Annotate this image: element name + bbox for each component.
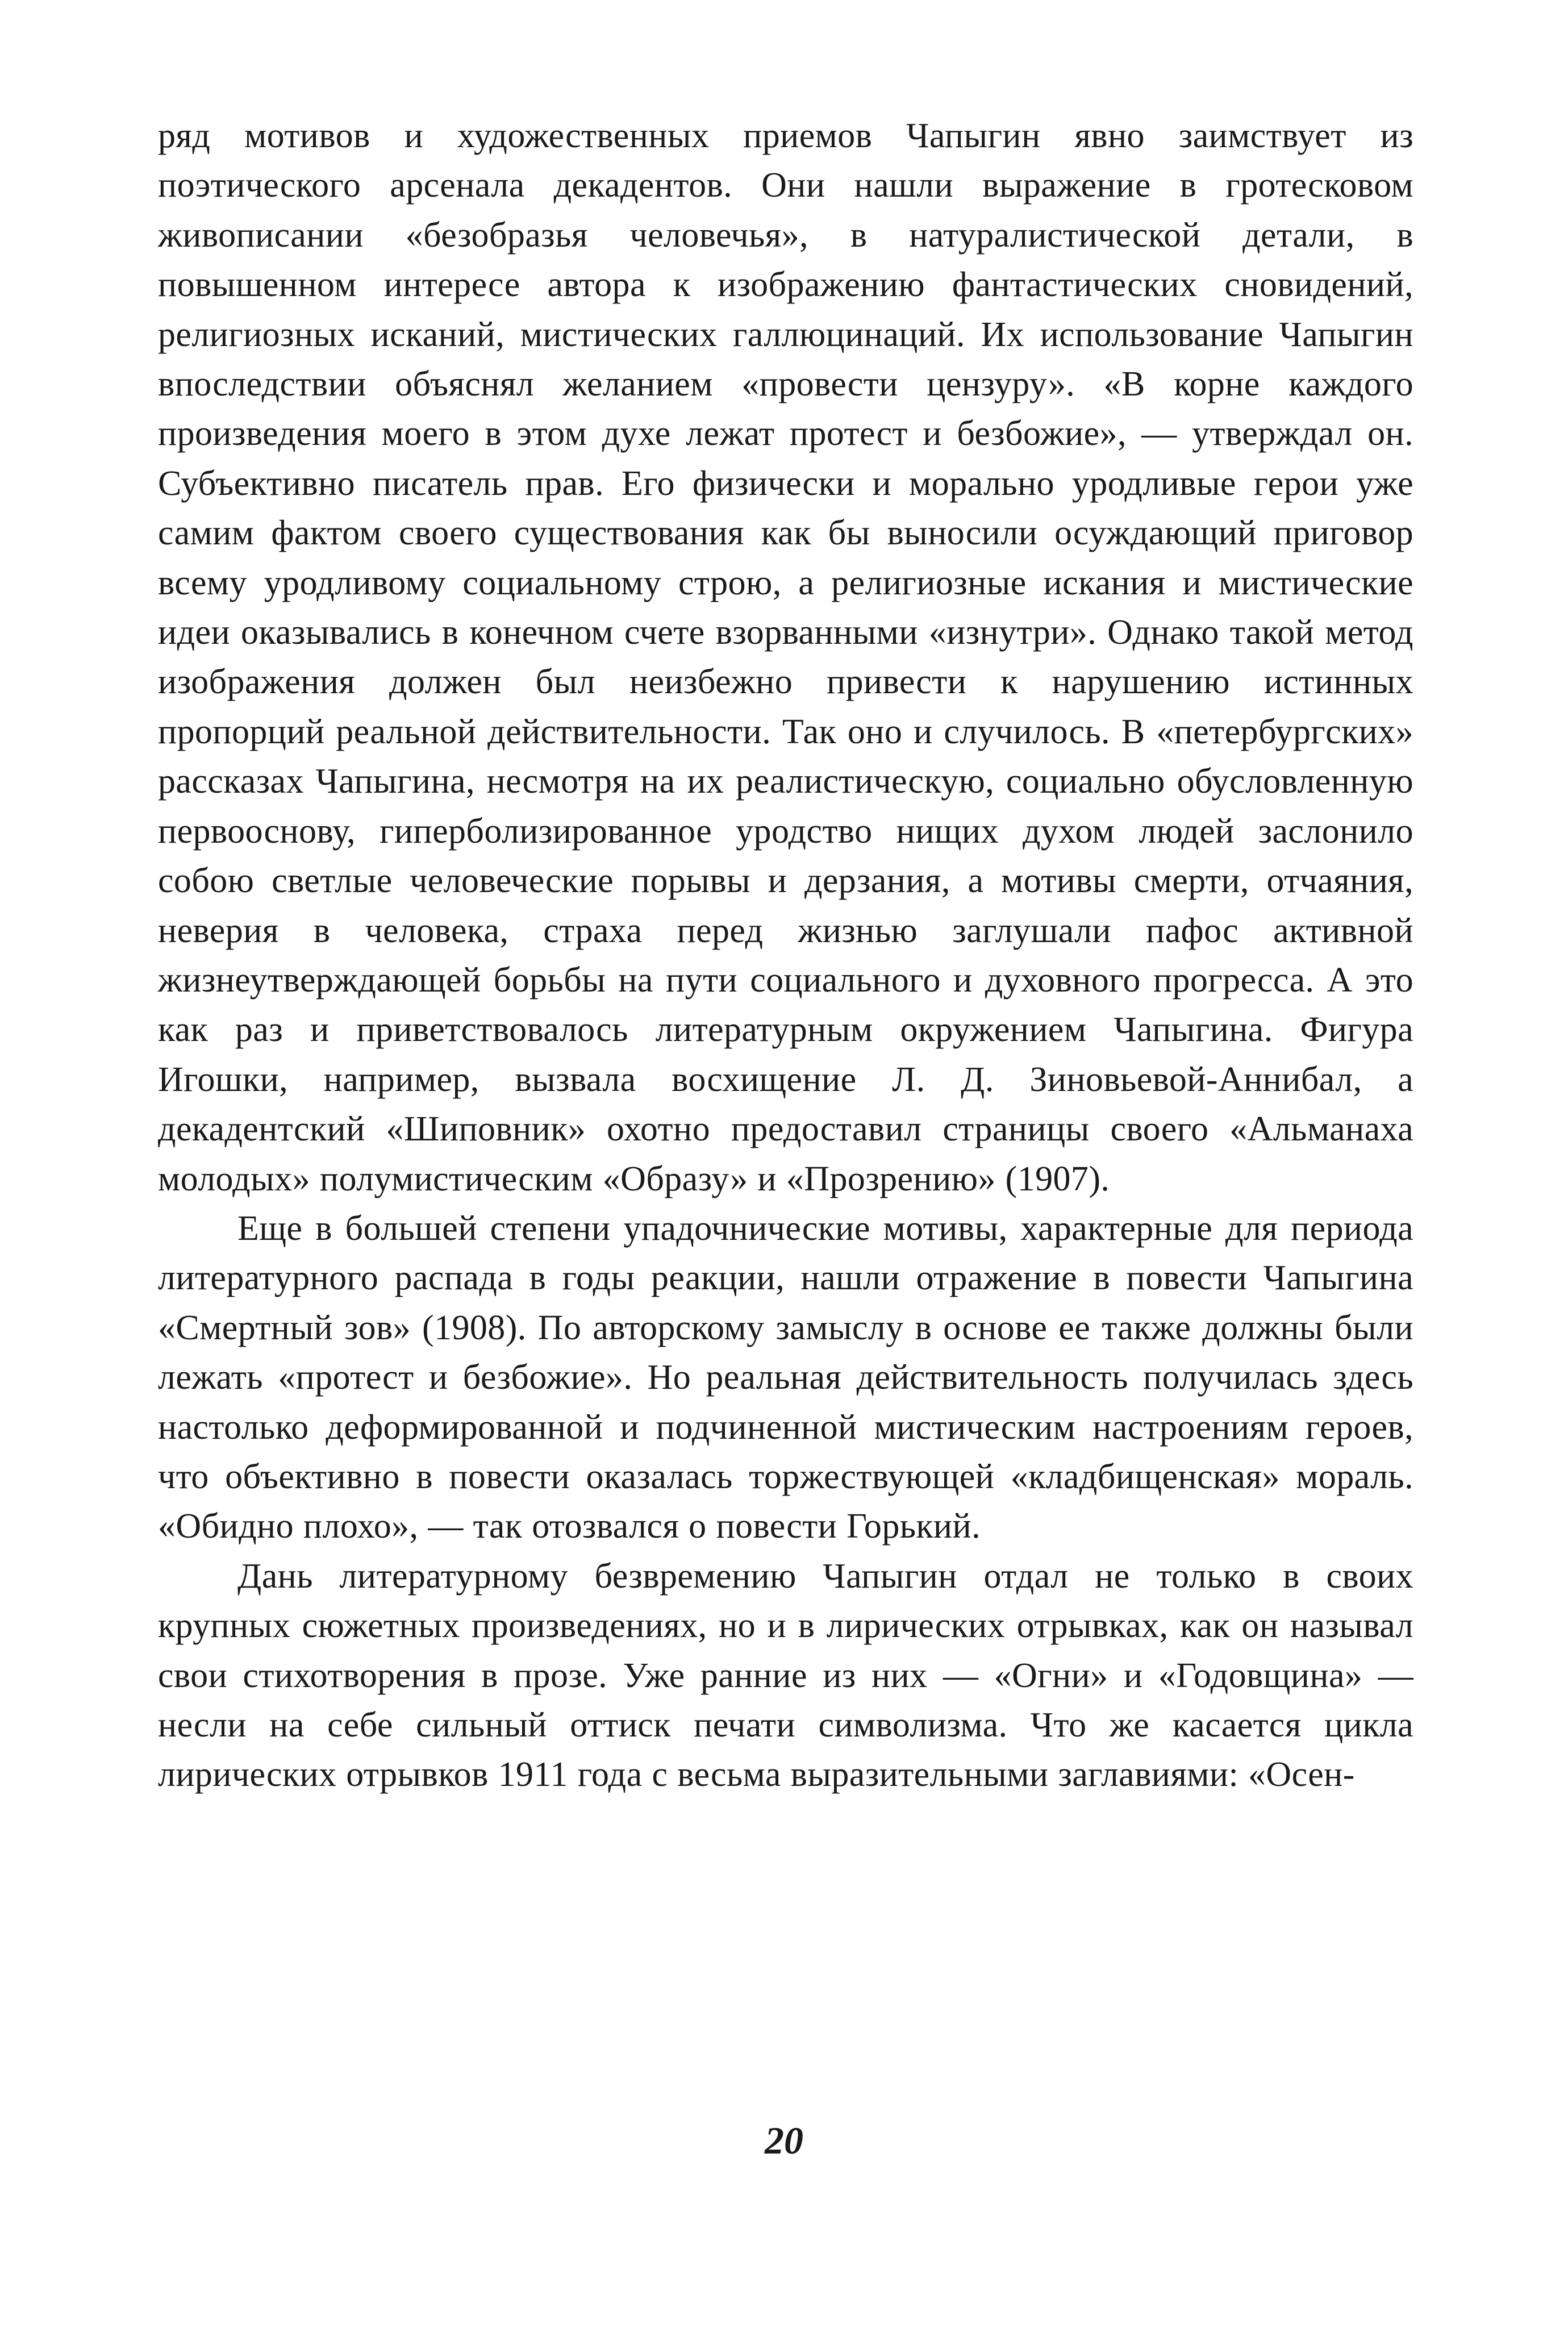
body-text — [158, 111, 1413, 1800]
paragraph-3: Дань литературному безвремению Чапыгин отдал не только в своих крупных сюжетных произведениях, но и в лирических отрывках, как он называл свои стихотворения в прозе. Уже ранние из них — «Огни» и «Годовщина» — несли на себе сильный оттиск печати символизма. Что же касается цикла лирических отрывков 1911 года с весьма выразительными заглавиями: «Осен- — [158, 1556, 1413, 1794]
paragraph-2: Еще в большей степени упадочнические мотивы, характерные для периода литературного распада в годы реакции, нашли отражение в повести Чапыгина «Смертный зов» (1908). По авторскому замыслу в основе ее также должны были лежать «протест и безбожие». Но реальная действительность получилась здесь настолько деформированной и подчиненной мистическим настроениям героев, что объективно в повести оказалась торжествующей «кладбищенская» мораль. «Обидно плохо», — так отозвался о повести Горький. — [158, 1209, 1413, 1546]
paragraph-1: ряд мотивов и художественных приемов Чапыгин явно заимствует из поэтического арсенала декадентов. Они нашли выражение в гротесковом живописании «безобразья человечья», в натуралистической детали, в повышенном интересе автора к изображению фантастических сновидений, религиозных исканий, мистических галлюцинаций. Их использование Чапыгин впоследствии объяснял желанием «провести цензуру». «В корне каждого произведения моего в этом духе лежат протест и безбожие», — утверждал он. Субъективно писатель прав. Его физически и морально уродливые герои уже самим фактом своего существования как бы выносили осуждающий приговор всему уродливому социальному строю, а религиозные искания и мистические идеи оказывались в конечном счете взорванными «изнутри». Однако такой метод изображения должен был неизбежно привести к нарушению истинных пропорций реальной действительности. Так оно и случилось. В «петербургских» рассказах Чапыгина, несмотря на их реалистическую, социально обусловленную первооснову, гиперболизированное уродство нищих духом людей заслонило собою светлые человеческие порывы и дерзания, а мотивы смерти, отчаяния, неверия в человека, страха перед жизнью заглушали пафос активной жизнеутверждающей борьбы на пути социального и духовного прогресса. А это как раз и приветствовалось литературным окружением Чапыгина. Фигура Игошки, например, вызвала восхищение Л. Д. Зиновьевой-Аннибал, а декадентский «Шиповник» охотно предоставил страницы своего «Альманаха молодых» полумистическим «Образу» и «Прозрению» (1907). — [158, 116, 1413, 1198]
page-number: 20 — [765, 2119, 803, 2162]
